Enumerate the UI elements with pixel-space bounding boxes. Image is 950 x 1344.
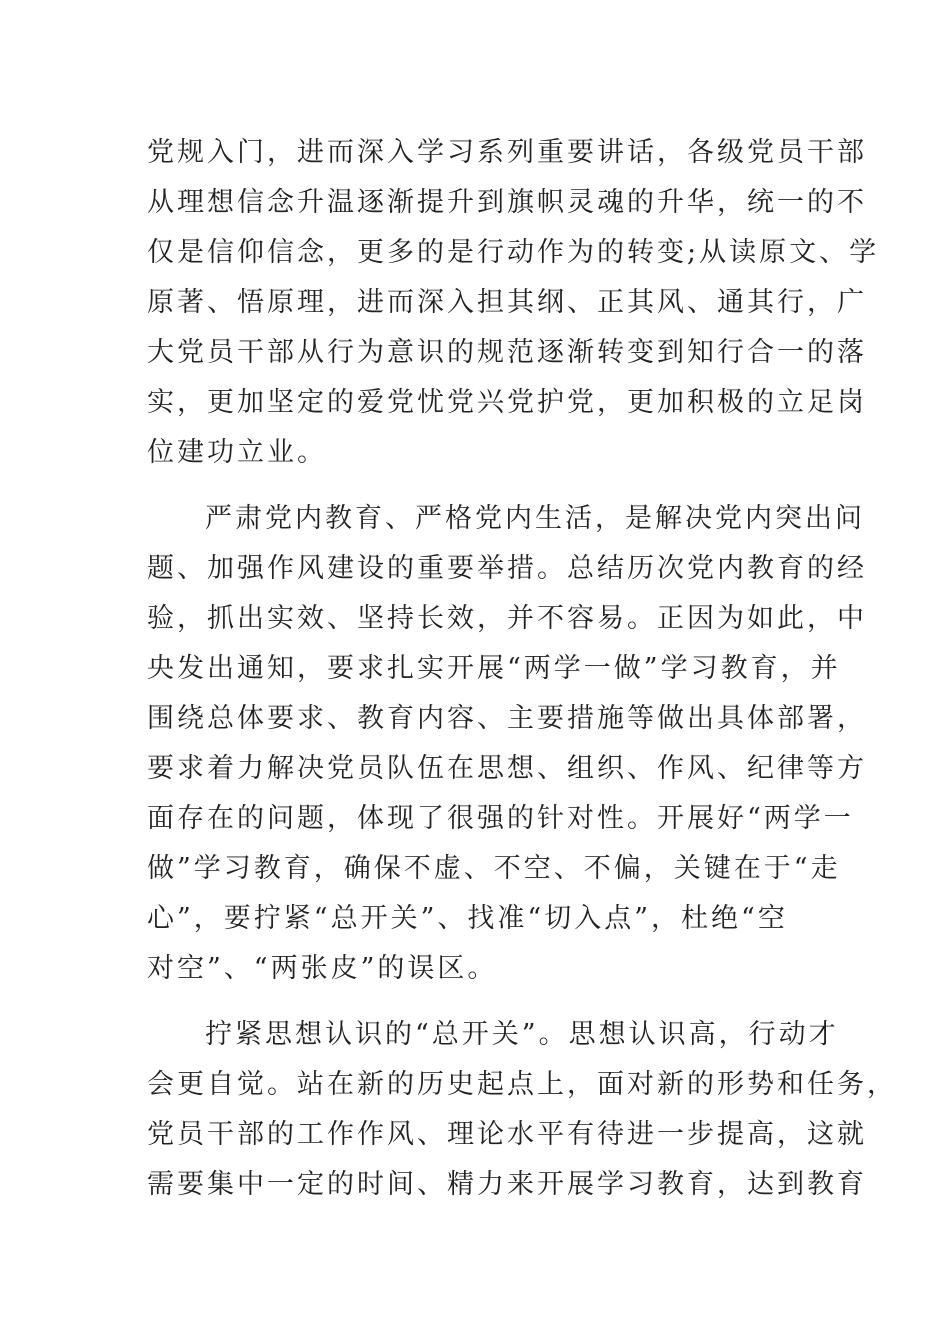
paragraph-line: 党员干部的工作作风、理论水平有待进一步提高，这就 — [147, 1119, 867, 1150]
paragraph-line: 大党员干部从行为意识的规范逐渐转变到知行合一的落 — [147, 337, 867, 368]
paragraph-2 — [147, 494, 867, 994]
paragraph-line: 严肃党内教育、严格党内生活，是解决党内突出问 — [205, 503, 865, 534]
paragraph-line: 需要集中一定的时间、精力来开展学习教育，达到教育 — [147, 1169, 867, 1200]
paragraph-line: 位建功立业。 — [147, 437, 327, 468]
paragraph-line: 从理想信念升温逐渐提升到旗帜灵魂的升华，统一的不 — [147, 187, 867, 218]
paragraph-line: 心”，要拧紧“总开关”、找准“切入点”，杜绝“空 — [147, 903, 788, 934]
paragraph-line: 题、加强作风建设的重要举措。总结历次党内教育的经 — [147, 553, 867, 584]
paragraph-line: 做”学习教育，确保不虚、不空、不偏，关键在于“走 — [147, 853, 841, 884]
paragraph-line: 验，抓出实效、坚持长效，并不容易。正因为如此，中 — [147, 603, 867, 634]
paragraph-1 — [147, 128, 880, 478]
paragraph-line: 党规入门，进而深入学习系列重要讲话，各级党员干部 — [147, 137, 867, 168]
paragraph-line: 仅是信仰信念，更多的是行动作为的转变;从读原文、学 — [147, 237, 880, 268]
paragraph-line: 拧紧思想认识的“总开关”。思想认识高，行动才 — [205, 1019, 839, 1050]
paragraph-3 — [147, 1010, 897, 1210]
paragraph-line: 对空”、“两张皮”的误区。 — [147, 953, 498, 984]
paragraph-line: 原著、悟原理，进而深入担其纲、正其风、通其行，广 — [147, 287, 867, 318]
paragraph-line: 会更自觉。站在新的历史起点上，面对新的形势和任务， — [147, 1069, 897, 1100]
paragraph-line: 实，更加坚定的爱党忧党兴党护党，更加积极的立足岗 — [147, 387, 867, 418]
paragraph-line: 要求着力解决党员队伍在思想、组织、作风、纪律等方 — [147, 753, 867, 784]
paragraph-line: 央发出通知，要求扎实开展“两学一做”学习教育，并 — [147, 653, 841, 684]
paragraph-line: 围绕总体要求、教育内容、主要措施等做出具体部署， — [147, 703, 867, 734]
paragraph-line: 面存在的问题，体现了很强的针对性。开展好“两学一 — [147, 803, 854, 834]
